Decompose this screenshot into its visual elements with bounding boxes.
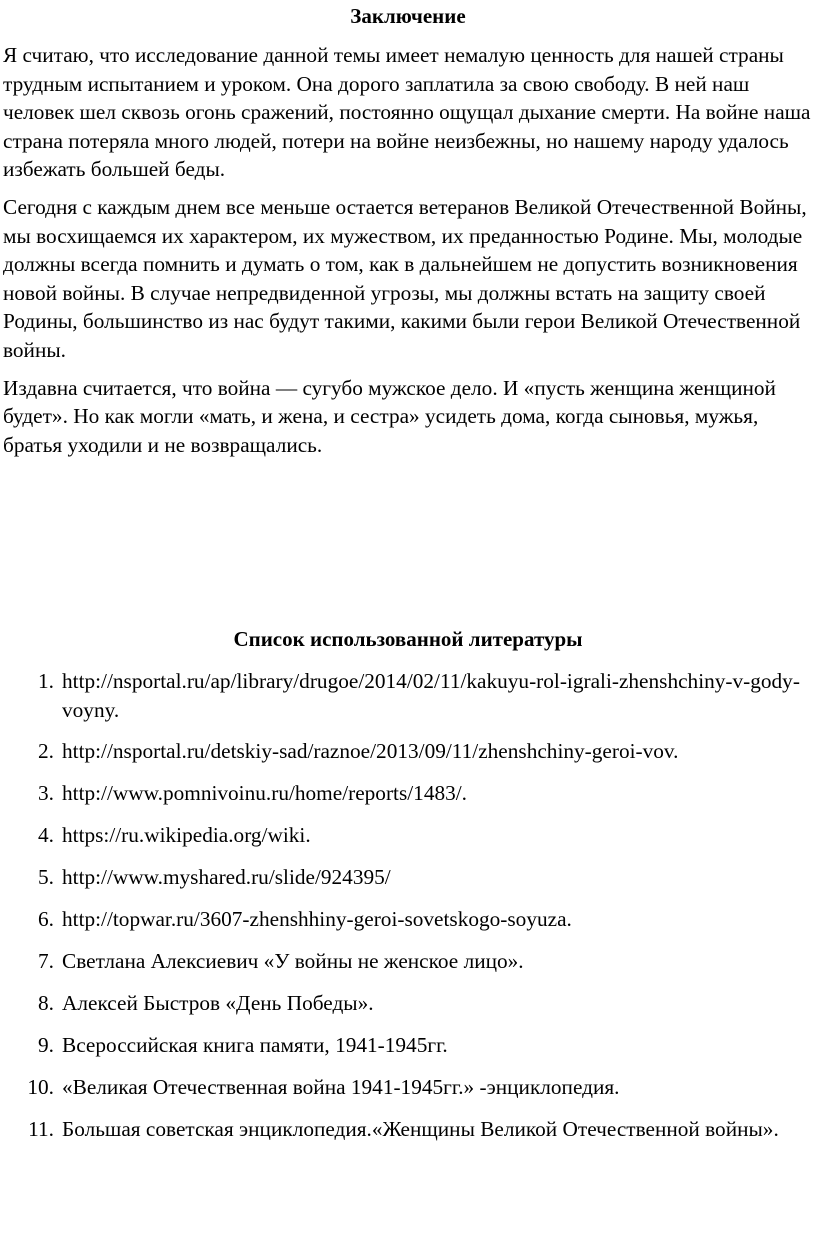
conclusion-body — [3, 41, 815, 468]
reference-number: 4. — [38, 823, 54, 848]
reference-text: http://nsportal.ru/detskiy-sad/raznoe/2013/09/11/zhenshchiny-geroi-vov. — [62, 739, 679, 764]
reference-number: 7. — [38, 948, 54, 973]
reference-number: 10. — [27, 1074, 54, 1099]
reference-item — [0, 821, 812, 850]
reference-item — [0, 989, 812, 1018]
reference-item — [0, 1115, 812, 1144]
reference-text: http://nsportal.ru/ap/library/drugoe/2014/02/11/kakuyu-rol-igrali-zhenshchiny-v-gody-voyny. — [62, 669, 800, 722]
conclusion-heading: Заключение — [350, 4, 466, 28]
reference-number: 6. — [38, 907, 54, 932]
reference-item — [0, 737, 812, 766]
reference-number: 9. — [38, 1032, 54, 1057]
reference-text: https://ru.wikipedia.org/wiki. — [62, 823, 311, 848]
reference-number: 3. — [38, 781, 54, 806]
reference-item — [0, 947, 812, 976]
references-heading: Список использованной литературы — [233, 627, 583, 651]
reference-item — [0, 905, 812, 934]
references-list — [0, 667, 812, 1156]
reference-text: http://www.myshared.ru/slide/924395/ — [62, 865, 391, 890]
reference-number: 8. — [38, 990, 54, 1015]
reference-text: Большая советская энциклопедия.«Женщины Великой Отечественной войны». — [62, 1116, 779, 1141]
reference-number: 11. — [28, 1116, 54, 1141]
conclusion-paragraph: Сегодня с каждым днем все меньше остается ветеранов Великой Отечественной Войны, мы восхищаемся их характером, их мужеством, их преданностью Родине. Мы, молодые должны всегда помнить и думать о том, как в дальнейшем не допустить возникновения новой войны. В случае непредвиденной угрозы, мы должны встать на защиту своей Родины, большинство из нас будут такими, какими были герои Великой Отечественной войны. — [3, 194, 807, 362]
conclusion-paragraph: Издавна считается, что война — сугубо мужское дело. И «пусть женщина женщиной будет». Но как могли «мать, и жена, и сестра» усидеть дома, когда сыновья, мужья, братья уходили и не возвращались. — [3, 375, 776, 457]
reference-text: http://www.pomnivoinu.ru/home/reports/1483/. — [62, 781, 468, 806]
reference-text: Светлана Алексиевич «У войны не женское лицо». — [62, 948, 524, 973]
reference-number: 2. — [38, 739, 54, 764]
reference-item — [0, 1031, 812, 1060]
reference-item — [0, 863, 812, 892]
reference-text: Всероссийская книга памяти, 1941-1945гг. — [62, 1032, 448, 1057]
conclusion-paragraph: Я считаю, что исследование данной темы имеет немалую ценность для нашей страны трудным испытанием и уроком. Она дорого заплатила за свою свободу. В ней наш человек шел сквозь огонь сражений, постоянно ощущал дыхание смерти. На войне наша страна потеряла много людей, потери на войне неизбежны, но нашему народу удалось избежать большей беды. — [3, 43, 811, 182]
reference-text: «Великая Отечественная война 1941-1945гг.» -энциклопедия. — [62, 1074, 620, 1099]
reference-number: 5. — [38, 865, 54, 890]
reference-number: 1. — [38, 669, 54, 693]
reference-item — [0, 667, 812, 724]
reference-item — [0, 1073, 812, 1102]
reference-text: http://topwar.ru/3607-zhenshhiny-geroi-sovetskogo-soyuza. — [62, 907, 572, 932]
reference-text: Алексей Быстров «День Победы». — [62, 990, 374, 1015]
reference-item — [0, 779, 812, 808]
